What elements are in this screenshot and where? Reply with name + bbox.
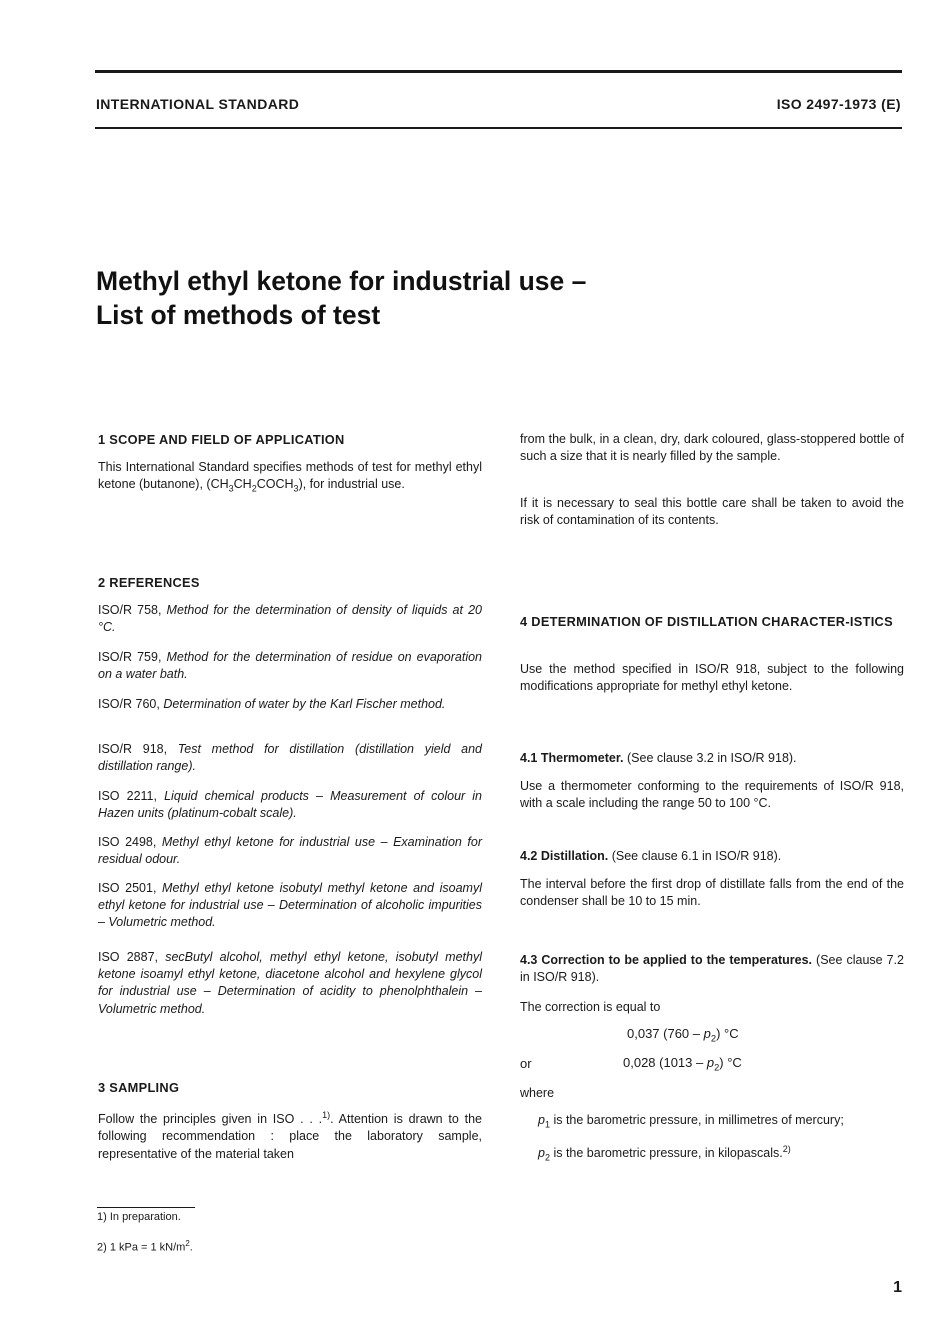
footnote-1: 1) In preparation. [97, 1211, 181, 1223]
scope-heading: 1 SCOPE AND FIELD OF APPLICATION [98, 432, 345, 447]
header-top-rule [95, 70, 902, 73]
sampling-seal-note: If it is necessary to seal this bottle care shall be taken to avoid the risk of contamination of its contents. [520, 496, 904, 528]
reference-item: ISO/R 759, Method for the determination of residue on evaporation on a water bath. [98, 650, 483, 682]
standard-number: ISO 2497-1973 (E) [776, 96, 901, 112]
equation-1: 0,037 $(760 - p_2)$ °C [627, 1026, 739, 1044]
scope-text: This International Standard specifies methods of test for methyl ethyl ketone (butanone), $(CH_3CH_2COCH_3)$, for industrial use. [98, 460, 482, 494]
definition-p1: $p_1$ is the barometric pressure, in millimetres of mercury; [538, 1113, 844, 1130]
subsection-4-3: 4.3 Correction to be applied to the temperatures. (See clause 7.2 in ISO/R 918). [520, 953, 904, 985]
where-label: where [520, 1086, 555, 1100]
thermometer-text: Use a thermometer conforming to the requirements of ISO/R 918, with a scale including the range 50 to 100 °C. [520, 779, 904, 811]
subsection-4-2: 4.2 Distillation. (See clause 6.1 in ISO/R 918). [520, 849, 782, 863]
title-line-2: List of methods of test [96, 300, 381, 330]
subsection-4-1: 4.1 Thermometer. (See clause 3.2 in ISO/R 918). [520, 751, 797, 765]
sampling-heading: 3 SAMPLING [98, 1080, 180, 1095]
distillation-text: The interval before the first drop of distillate falls from the end of the condenser shall be 10 to 15 min. [520, 877, 904, 909]
correction-intro: The correction is equal to [520, 1000, 661, 1014]
equation-2: 0,028 $(1013 - p_2)$ °C [623, 1055, 742, 1073]
sampling-text: Follow the principles given in ISO . . .$^{1)}$. Attention is drawn to the following recommendation : place the laboratory sample, representative of the material taken [98, 1110, 482, 1161]
document-type: INTERNATIONAL STANDARD [96, 96, 300, 112]
references-heading: 2 REFERENCES [98, 575, 200, 590]
footnote-2: 2) 1 kPa = 1 $kN/m^2$. [97, 1239, 193, 1254]
distillation-heading: 4 DETERMINATION OF DISTILLATION CHARACTER-ISTICS [520, 614, 893, 629]
reference-item: ISO 2501, Methyl ethyl ketone isobutyl methyl ketone and isoamyl ethyl ketone for industrial use – Determination of alcoholic impurities – Volumetric method. [98, 881, 482, 930]
title-line-1: Methyl ethyl ketone for industrial use – [96, 266, 587, 296]
header-bottom-rule [95, 127, 902, 129]
or-label: or [520, 1056, 532, 1071]
distillation-intro: Use the method specified in ISO/R 918, subject to the following modifications appropriate for methyl ethyl ketone. [520, 662, 904, 694]
definition-p2: $p_2$ is the barometric pressure, in kilopascals.$^{2)}$ [538, 1144, 791, 1163]
page-number: 1 [893, 1279, 902, 1296]
reference-item: ISO 2498, Methyl ethyl ketone for industrial use – Examination for residual odour. [98, 835, 482, 867]
document-title [96, 264, 586, 332]
footnote-rule [97, 1207, 195, 1208]
reference-item: ISO/R 918, Test method for distillation (distillation yield and distillation range). [98, 742, 482, 774]
reference-item: ISO 2211, Liquid chemical products – Measurement of colour in Hazen units (platinum-cobalt scale). [98, 789, 483, 821]
reference-item: ISO/R 760, Determination of water by the Karl Fischer method. [98, 697, 446, 711]
reference-item: ISO/R 758, Method for the determination of density of liquids at 20 °C. [98, 603, 482, 635]
sampling-continued: from the bulk, in a clean, dry, dark coloured, glass-stoppered bottle of such a size that it is nearly filled by the sample. [520, 432, 904, 464]
reference-item: ISO 2887, secButyl alcohol, methyl ethyl ketone, isobutyl methyl ketone isoamyl ethyl ketone, diacetone alcohol and hexylene glycol for industrial use – Determination of acidity to phenolphthalein – Volumetric method. [98, 950, 482, 1016]
